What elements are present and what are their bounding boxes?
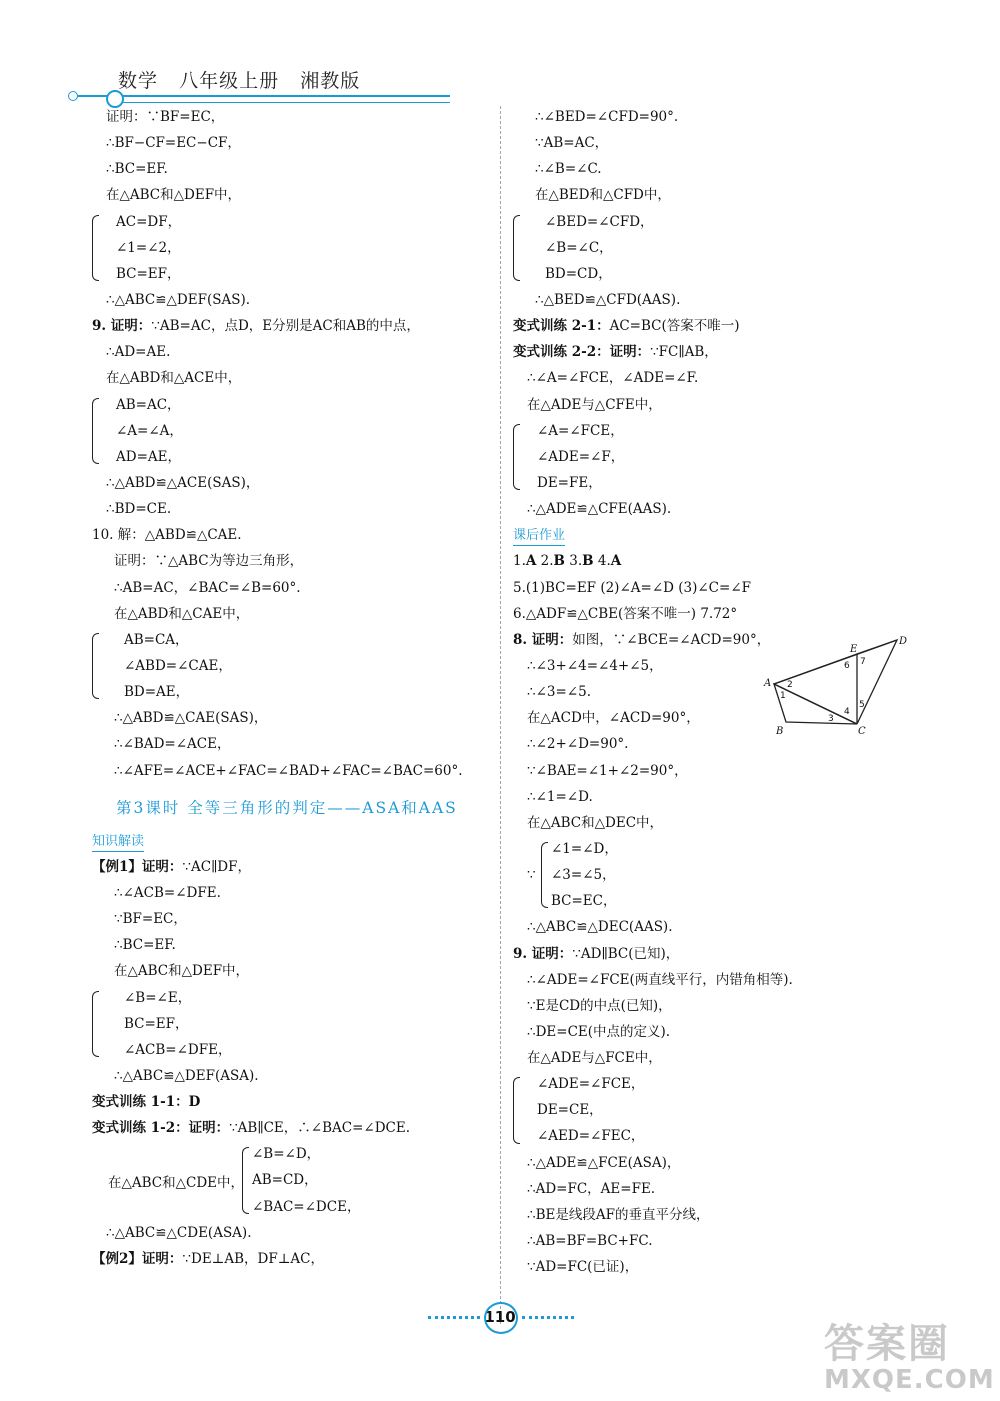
brace-line: DE=FE， (537, 474, 602, 491)
line-ac (774, 684, 857, 724)
brace-group (92, 392, 492, 470)
proof-line: ∴∠3=∠5. (527, 684, 591, 701)
question-9-right: 9. 证明：∵AD∥BC(已知)， (513, 945, 680, 962)
brace-group (513, 209, 913, 287)
proof-line: ∴△ABC≌△DEF(ASA). (114, 1067, 259, 1084)
angle-6: 6 (844, 661, 850, 671)
proof-line: ∴BC=EF. (114, 937, 176, 954)
proof-line: 在△ACD中，∠ACD=90°， (527, 710, 700, 727)
geometry-figure (762, 634, 912, 738)
proof-line: ∴∠2+∠D=90°. (527, 736, 629, 753)
proof-line: ∴△ABC≌△DEF(SAS). (106, 291, 251, 308)
angle-5: 5 (859, 700, 865, 710)
proof-line: ∴BC=EF. (106, 161, 168, 178)
brace-group (92, 627, 492, 705)
proof-line: 证明：∵△ABC为等边三角形， (114, 553, 304, 570)
brace-line: AB=AC， (116, 396, 181, 413)
label-b: B (776, 726, 784, 737)
brace-group-prefixed: ∵ ∠1=∠D， ∠3=∠5， BC=EC， (513, 836, 913, 914)
brace-line: ∠B=∠C， (545, 239, 613, 256)
label-e: E (850, 644, 858, 655)
brace-group (513, 1071, 913, 1149)
brace-line: DE=CE， (537, 1102, 603, 1119)
proof-line: 在△BED和△CFD中， (535, 187, 671, 204)
left-column (92, 104, 492, 1272)
subsection-knowledge: 知识解读 (92, 833, 144, 852)
angle-7: 7 (860, 657, 866, 667)
angle-4: 4 (844, 707, 850, 717)
section-title: 第3课时 全等三角形的判定——ASA和AAS (116, 798, 458, 817)
proof-line: ∴∠3+∠4=∠4+∠5， (527, 657, 663, 674)
label-d: D (899, 636, 908, 647)
brace-line: ∠A=∠A， (116, 422, 183, 439)
header-rule-thin (120, 102, 450, 103)
proof-line: ∴AB=BF=BC+FC. (527, 1233, 653, 1250)
proof-line: 在△ADE与△CFE中， (527, 396, 662, 413)
proof-line: ∴△ABC≌△CDE(ASA). (106, 1224, 252, 1241)
brace-line: BC=EF， (116, 265, 181, 282)
page-header: 数学 八年级上册 湘教版 (118, 70, 361, 92)
brace-line: BC=EF， (124, 1015, 189, 1032)
header-dot (68, 91, 78, 101)
proof-line: 在△ABD和△CAE中， (114, 605, 250, 622)
brace-group (92, 209, 492, 287)
proof-line: 在△ABC和△DEF中， (106, 187, 242, 204)
answers-1-4: 1.A 2.B 3.B 4.A (513, 553, 622, 570)
proof-line: ∴BE是线段AF的垂直平分线， (527, 1206, 710, 1223)
proof-line: ∴∠1=∠D. (527, 788, 593, 805)
label-c: C (858, 726, 866, 737)
brace-line: ∠1=∠2， (116, 239, 181, 256)
angle-2: 2 (787, 680, 793, 690)
brace-line: ∠AED=∠FEC， (537, 1128, 645, 1145)
proof-line: ∵∠BAE=∠1+∠2=90°， (527, 762, 688, 779)
question-9: 9. 证明：∵AB=AC，点D，E分别是AC和AB的中点， (92, 318, 420, 335)
proof-line: ∵E是CD的中点(已知)， (527, 997, 672, 1014)
brace-line: ∠B=∠E， (124, 989, 192, 1006)
proof-line: ∴AD=FC，AE=FE. (527, 1180, 656, 1197)
proof-line: ∴△ADE≌△CFE(AAS). (527, 501, 672, 518)
brace-group (513, 418, 913, 496)
proof-line: 在△ABD和△ACE中， (106, 370, 242, 387)
watermark-logo: 答案圈 MXQE.COM (824, 1321, 995, 1395)
proof-line: ∴∠BAD=∠ACE， (114, 736, 231, 753)
proof-line: ∴△ABC≌△DEC(AAS). (527, 919, 673, 936)
proof-line: ∴∠B=∠C. (535, 161, 602, 178)
proof-line: 在△ABC和△DEC中， (527, 814, 664, 831)
brace-group (92, 985, 492, 1063)
brace-line: ∠A=∠FCE， (537, 422, 624, 439)
proof-line: ∵BF=EC， (114, 911, 187, 928)
brace-line: ∠ADE=∠FCE， (537, 1076, 645, 1093)
brace-line: ∠BAC=∠DCE， (252, 1198, 361, 1215)
proof-line: ∴BF−CF=EC−CF， (106, 135, 241, 152)
brace-line: ∠ABD=∠CAE， (124, 657, 232, 674)
brace-group-prefixed: 在△ABC和△CDE中， ∠B=∠D， AB=CD， ∠BAC=∠DCE， (92, 1141, 492, 1219)
question-10: 10. 解：△ABD≌△CAE. (92, 527, 242, 544)
brace-line: BD=AE， (124, 684, 190, 701)
proof-line: 在△ADE与△FCE中， (527, 1050, 662, 1067)
proof-line: ∴DE=CE(中点的定义). (527, 1023, 671, 1040)
header-rule (70, 95, 450, 97)
proof-line: ∵AB=AC， (535, 135, 609, 152)
proof-line: ∴△ADE≌△FCE(ASA)， (527, 1154, 681, 1171)
proof-line: ∴∠ADE=∠FCE(两直线平行，内错角相等). (527, 971, 793, 988)
page-number: 110 (482, 1302, 518, 1332)
brace-line: ∠BED=∠CFD， (545, 213, 654, 230)
proof-line: ∴△ABD≌△CAE(SAS)， (114, 710, 268, 727)
angle-3: 3 (828, 714, 834, 724)
brace-line: BD=CD， (545, 265, 612, 282)
brace-line: ∠B=∠D， (252, 1146, 321, 1163)
variant-1-2: 变式训练 1-2：证明：∵AB∥CE，∴∠BAC=∠DCE. (92, 1120, 411, 1137)
proof-line: ∴∠BED=∠CFD=90°. (535, 109, 679, 125)
question-8: 8. 证明：如图，∵∠BCE=∠ACD=90°， (513, 631, 771, 648)
proof-line: ∴∠ACB=∠DFE. (114, 884, 221, 901)
column-divider (500, 106, 501, 1324)
brace-line: ∠ADE=∠F， (537, 448, 625, 465)
example-2: 【例2】证明：∵DE⊥AB，DF⊥AC， (92, 1250, 325, 1267)
footer-dots-right (522, 1316, 574, 1319)
proof-line: ∴△ABD≌△ACE(SAS)， (106, 474, 260, 491)
proof-line: ∴AB=AC，∠BAC=∠B=60°. (114, 579, 301, 596)
proof-line: ∴∠A=∠FCE，∠ADE=∠F. (527, 370, 699, 387)
brace-line: ∠1=∠D， (551, 840, 618, 857)
proof-line: ∴∠AFE=∠ACE+∠FAC=∠BAD+∠FAC=∠BAC=60°. (114, 762, 463, 779)
brace-line: AB=CD， (252, 1172, 318, 1189)
brace-line: ∠ACB=∠DFE， (124, 1041, 232, 1058)
variant-2-2: 变式训练 2-2：证明：∵FC∥AB， (513, 344, 718, 361)
label-a: A (764, 678, 772, 689)
answer-5: 5.(1)BC=EF (2)∠A=∠D (3)∠C=∠F (513, 579, 752, 596)
answer-6-7: 6.△ADF≌△CBE(答案不唯一) 7.72° (513, 605, 738, 622)
footer-dots-left (428, 1316, 480, 1319)
brace-line: AD=AE， (116, 448, 181, 465)
subsection-homework: 课后作业 (513, 527, 565, 546)
proof-line: ∴△BED≌△CFD(AAS). (535, 291, 681, 308)
brace-line: ∠3=∠5， (551, 867, 616, 884)
proof-line: 在△ABC和△DEF中， (114, 963, 250, 980)
proof-line: ∵AD=FC(已证)， (527, 1259, 639, 1276)
brace-line: AC=DF， (116, 213, 182, 230)
angle-1: 1 (780, 691, 786, 701)
proof-line: ∴AD=AE. (106, 344, 171, 361)
variant-2-1: 变式训练 2-1：AC=BC(答案不唯一) (513, 318, 740, 335)
proof-line: ∴BD=CE. (106, 501, 172, 518)
variant-1-1: 变式训练 1-1：D (92, 1094, 201, 1111)
brace-line: AB=CA， (124, 631, 189, 648)
brace-line: BC=EC， (551, 893, 617, 910)
proof-line: 证明：∵BF=EC， (106, 109, 225, 125)
example-1: 【例1】证明：∵AC∥DF， (92, 858, 252, 875)
